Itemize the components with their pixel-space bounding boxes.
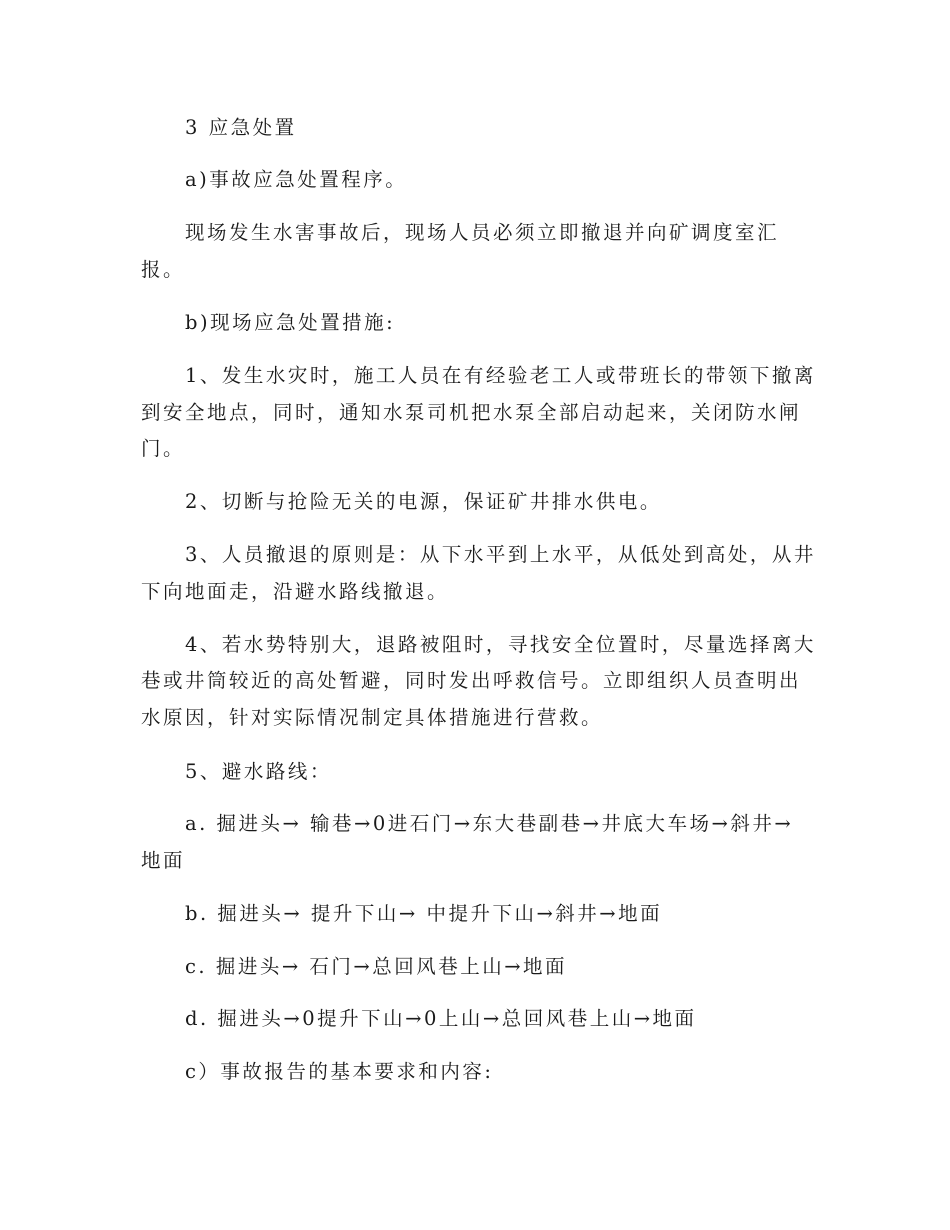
paragraph-5-line-1: 5、避水路线：: [185, 760, 332, 783]
route-a-line-1: a. 掘进头→ 输巷→0进石门→东大巷副巷→井底大车场→斜井→: [185, 812, 794, 835]
paragraph-b-line-1: b)现场应急处置措施:: [185, 311, 396, 334]
paragraph-3-line-2: 下向地面走，沿避水路线撤退。: [141, 580, 450, 603]
route-c-line-1: c. 掘进头→ 石门→总回风巷上山→地面: [185, 955, 568, 978]
paragraph-report-line-2: 报。: [141, 258, 186, 281]
paragraph-4-line-3: 水原因，针对实际情况制定具体措施进行营救。: [141, 706, 604, 729]
paragraph-3-line-1: 3、人员撤退的原则是：从下水平到上水平，从低处到高处，从井: [185, 543, 816, 566]
route-a-line-2: 地面: [141, 849, 186, 872]
route-d-line-1: d. 掘进头→0提升下山→0上山→总回风巷上山→地面: [185, 1007, 697, 1030]
paragraph-4-line-1: 4、若水势特别大，退路被阻时，寻找安全位置时，尽量选择离大: [185, 633, 816, 656]
paragraph-report-line-1: 现场发生水害事故后，现场人员必须立即撤退并向矿调度室汇: [185, 221, 780, 244]
paragraph-2-line-1: 2、切断与抢险无关的电源，保证矿井排水供电。: [185, 490, 662, 513]
paragraph-a-line-1: a)事故应急处置程序。: [185, 168, 408, 191]
paragraph-4-line-2: 巷或井筒较近的高处暂避，同时发出呼救信号。立即组织人员查明出: [141, 669, 802, 692]
paragraph-c-line-1: c）事故报告的基本要求和内容:: [185, 1060, 494, 1083]
paragraph-1-line-2: 到安全地点，同时，通知水泵司机把水泵全部启动起来，关闭防水闸: [141, 401, 802, 424]
section-heading: 3 应急处置: [185, 116, 297, 139]
paragraph-1-line-3: 门。: [141, 437, 186, 460]
route-b-line-1: b. 掘进头→ 提升下山→ 中提升下山→斜井→地面: [185, 902, 663, 925]
paragraph-1-line-1: 1、发生水灾时，施工人员在有经验老工人或带班长的带领下撤离: [185, 364, 816, 387]
